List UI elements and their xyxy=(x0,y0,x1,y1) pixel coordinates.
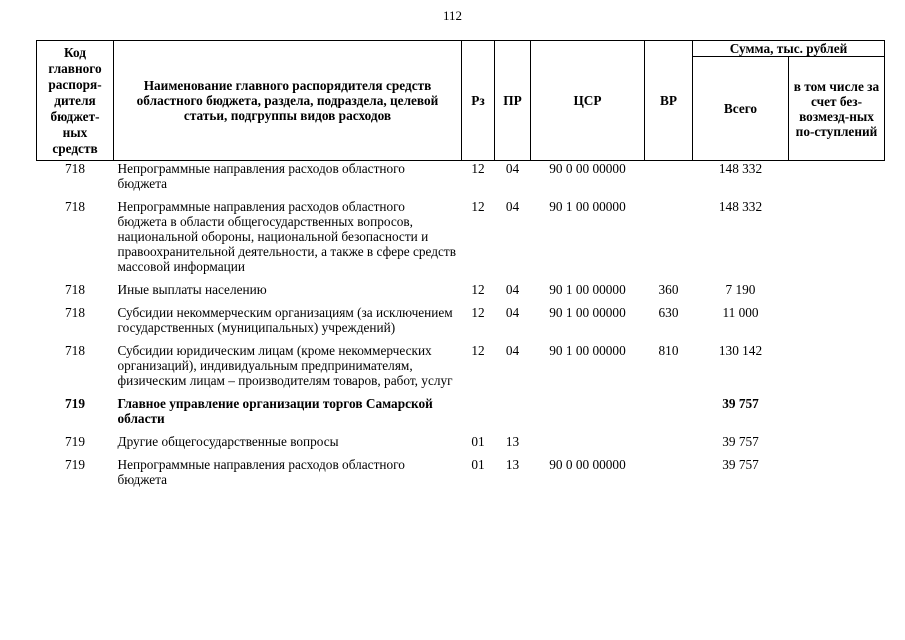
cell-csr: 90 0 00 00000 xyxy=(549,161,626,176)
header-pr: ПР xyxy=(495,41,531,161)
cell-csr: 90 1 00 00000 xyxy=(549,305,626,320)
cell-code: 719 xyxy=(65,457,85,472)
header-code: Код главного распоря-дителя бюджет-ных средств xyxy=(37,41,114,161)
cell-rz xyxy=(462,396,495,434)
budget-table xyxy=(36,40,885,495)
cell-name: Непрограммные направления расходов областного бюджета в области общегосударственных вопросов, национальной обороны, национальной безопасности и правоохранительной деятельности, а также в сфере средств массовой информации xyxy=(117,199,457,274)
table-row xyxy=(37,343,885,396)
cell-total: 39 757 xyxy=(722,396,759,411)
header-csr: ЦСР xyxy=(531,41,645,161)
cell-csr: 90 0 00 00000 xyxy=(549,457,626,472)
cell-csr xyxy=(531,434,645,457)
cell-vr xyxy=(645,199,693,282)
table-row xyxy=(37,396,885,434)
cell-free xyxy=(789,457,885,495)
cell-total: 148 332 xyxy=(718,161,763,176)
cell-free xyxy=(789,161,885,200)
cell-code: 718 xyxy=(65,282,85,297)
cell-rz: 01 xyxy=(471,457,485,472)
cell-code: 718 xyxy=(65,161,85,176)
cell-total: 148 332 xyxy=(718,199,763,214)
cell-name: Иные выплаты населению xyxy=(117,282,267,297)
cell-vr xyxy=(645,457,693,495)
cell-free xyxy=(789,343,885,396)
table-row xyxy=(37,457,885,495)
cell-rz: 12 xyxy=(471,161,485,176)
cell-rz: 12 xyxy=(471,343,485,358)
table-row xyxy=(37,305,885,343)
cell-csr: 90 1 00 00000 xyxy=(549,282,626,297)
cell-csr: 90 1 00 00000 xyxy=(549,343,626,358)
cell-total: 39 757 xyxy=(722,457,759,472)
header-rz: Рз xyxy=(462,41,495,161)
cell-code: 718 xyxy=(65,199,85,214)
cell-csr xyxy=(531,396,645,434)
cell-vr xyxy=(645,434,693,457)
cell-free xyxy=(789,282,885,305)
cell-pr: 13 xyxy=(505,457,520,472)
cell-name: Другие общегосударственные вопросы xyxy=(117,434,339,449)
cell-code: 718 xyxy=(65,343,85,358)
cell-total: 11 000 xyxy=(722,305,759,320)
cell-total: 7 190 xyxy=(725,282,756,297)
table-row xyxy=(37,434,885,457)
cell-vr: 630 xyxy=(658,305,679,320)
cell-pr: 04 xyxy=(505,282,520,297)
cell-rz: 12 xyxy=(471,305,485,320)
header-free: в том числе за счет без-возмезд-ных по-ступлений xyxy=(789,57,885,161)
table-header xyxy=(37,41,885,161)
cell-free xyxy=(789,305,885,343)
cell-total: 130 142 xyxy=(718,343,763,358)
header-name: Наименование главного распорядителя средств областного бюджета, раздела, подраздела, целевой статьи, подгруппы видов расходов xyxy=(114,41,462,161)
cell-rz: 12 xyxy=(471,199,485,214)
cell-code: 719 xyxy=(65,434,85,449)
cell-pr: 04 xyxy=(505,199,520,214)
header-vr: ВР xyxy=(645,41,693,161)
header-total: Всего xyxy=(693,57,789,161)
cell-rz: 12 xyxy=(471,282,485,297)
cell-csr: 90 1 00 00000 xyxy=(549,199,626,214)
header-sum: Сумма, тыс. рублей xyxy=(693,41,885,57)
cell-vr: 810 xyxy=(658,343,679,358)
cell-total: 39 757 xyxy=(722,434,759,449)
table-row xyxy=(37,282,885,305)
cell-name: Субсидии некоммерческим организациям (за исключением государственных (муниципальных) учреждений) xyxy=(117,305,453,335)
cell-name: Субсидии юридическим лицам (кроме некоммерческих организаций), индивидуальным предпринимателям, физическим лицам – производителям товаров, работ, услуг xyxy=(117,343,453,388)
cell-name: Непрограммные направления расходов областного бюджета xyxy=(117,161,405,191)
cell-vr xyxy=(645,396,693,434)
cell-free xyxy=(789,396,885,434)
cell-pr xyxy=(495,396,531,434)
cell-vr xyxy=(645,161,693,200)
page-number: 112 xyxy=(442,8,463,23)
cell-vr: 360 xyxy=(658,282,679,297)
cell-code: 718 xyxy=(65,305,85,320)
cell-name: Главное управление организации торгов Самарской области xyxy=(117,396,433,426)
cell-free xyxy=(789,199,885,282)
cell-pr: 04 xyxy=(505,161,520,176)
cell-code: 719 xyxy=(65,396,85,411)
table-row xyxy=(37,161,885,200)
cell-pr: 04 xyxy=(505,343,520,358)
table-body xyxy=(37,161,885,496)
table-row xyxy=(37,199,885,282)
cell-free xyxy=(789,434,885,457)
cell-name: Непрограммные направления расходов областного бюджета xyxy=(117,457,405,487)
cell-pr: 13 xyxy=(505,434,520,449)
cell-rz: 01 xyxy=(471,434,485,449)
cell-pr: 04 xyxy=(505,305,520,320)
